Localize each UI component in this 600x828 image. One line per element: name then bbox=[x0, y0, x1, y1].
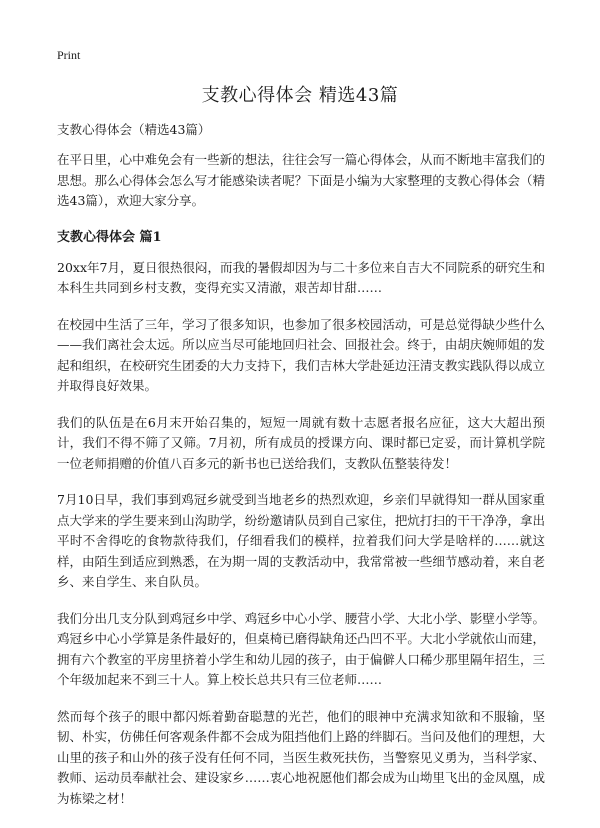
body-paragraph: 20xx年7月，夏日很热很闷，而我的暑假却因为与二十多位来自吉大不同院系的研究生和本科生共同到乡村支教，变得充实又清澈，艰苦却甘甜…… bbox=[57, 259, 545, 295]
body-paragraph: 然而每个孩子的眼中都闪烁着勤奋聪慧的光芒，他们的眼神中充满求知欲和不服输，坚韧、朴实，仿佛任何客观条件都不会成为阻挡他们上路的绊脚石。当问及他们的理想，大山里的孩子和山外的孩子没有任何不同，当医生救死扶伤，当警察见义勇为，当科学家、教师、运动员奉献社会、建设家乡……衷心地祝愿他们都会成为山坳里飞出的金凤凰，成为栋梁之材！ bbox=[57, 708, 545, 806]
document-body bbox=[57, 120, 545, 825]
body-paragraph: 我们分出几支分队到鸡冠乡中学、鸡冠乡中心小学、腰营小学、大北小学、影壁小学等。鸡冠乡中心小学算是条件最好的，但桌椅已磨得缺角还凸凹不平。大北小学就依山而建，拥有六个教室的平房里挤着小学生和幼儿园的孩子，由于偏僻人口稀少那里隔年招生，三个年级加起来不到三十人。算上校长总共只有三位老师…… bbox=[57, 610, 545, 687]
body-paragraph: 在校园中生活了三年，学习了很多知识，也参加了很多校园活动，可是总觉得缺少些什么——我们离社会太远。所以应当尽可能地回归社会、回报社会。终于，由胡庆婉师姐的发起和组织，在校研究生团委的大力支持下，我们吉林大学赴延边汪清支教实践队得以成立并取得良好效果。 bbox=[57, 316, 545, 393]
section-heading: 支教心得体会 篇1 bbox=[57, 229, 162, 245]
page-title: 支教心得体会 精选43篇 bbox=[201, 85, 399, 106]
print-label: Print bbox=[57, 48, 81, 62]
document-subtitle: 支教心得体会（精选43篇） bbox=[57, 122, 211, 137]
intro-paragraph: 在平日里，心中难免会有一些新的想法，往往会写一篇心得体会，从而不断地丰富我们的思想。那么心得体会怎么写才能感染读者呢？下面是小编为大家整理的支教心得体会（精选43篇），欢迎大家分享。 bbox=[57, 152, 545, 208]
body-paragraph: 我们的队伍是在6月末开始召集的，短短一周就有数十志愿者报名应征，这大大超出预计，我们不得不筛了又筛。7月初，所有成员的授课方向、课时都已定妥，而计算机学院一位老师捐赠的价值八百多元的新书也已送给我们，支教队伍整装待发！ bbox=[57, 414, 545, 471]
body-paragraph: 7月10日早，我们事到鸡冠乡就受到当地老乡的热烈欢迎，乡亲们早就得知一群从国家重点大学来的学生要来到山沟助学，纷纷邀请队员到自己家住，把炕打扫的干干净净，拿出平时不舍得吃的食物款待我们，仔细看我们的模样，拉着我们问大学是啥样的……就这样，由陌生到适应到熟悉，在为期一周的支教活动中，我常常被一些细节感动着，来自老乡、来自学生、来自队员。 bbox=[57, 492, 545, 589]
